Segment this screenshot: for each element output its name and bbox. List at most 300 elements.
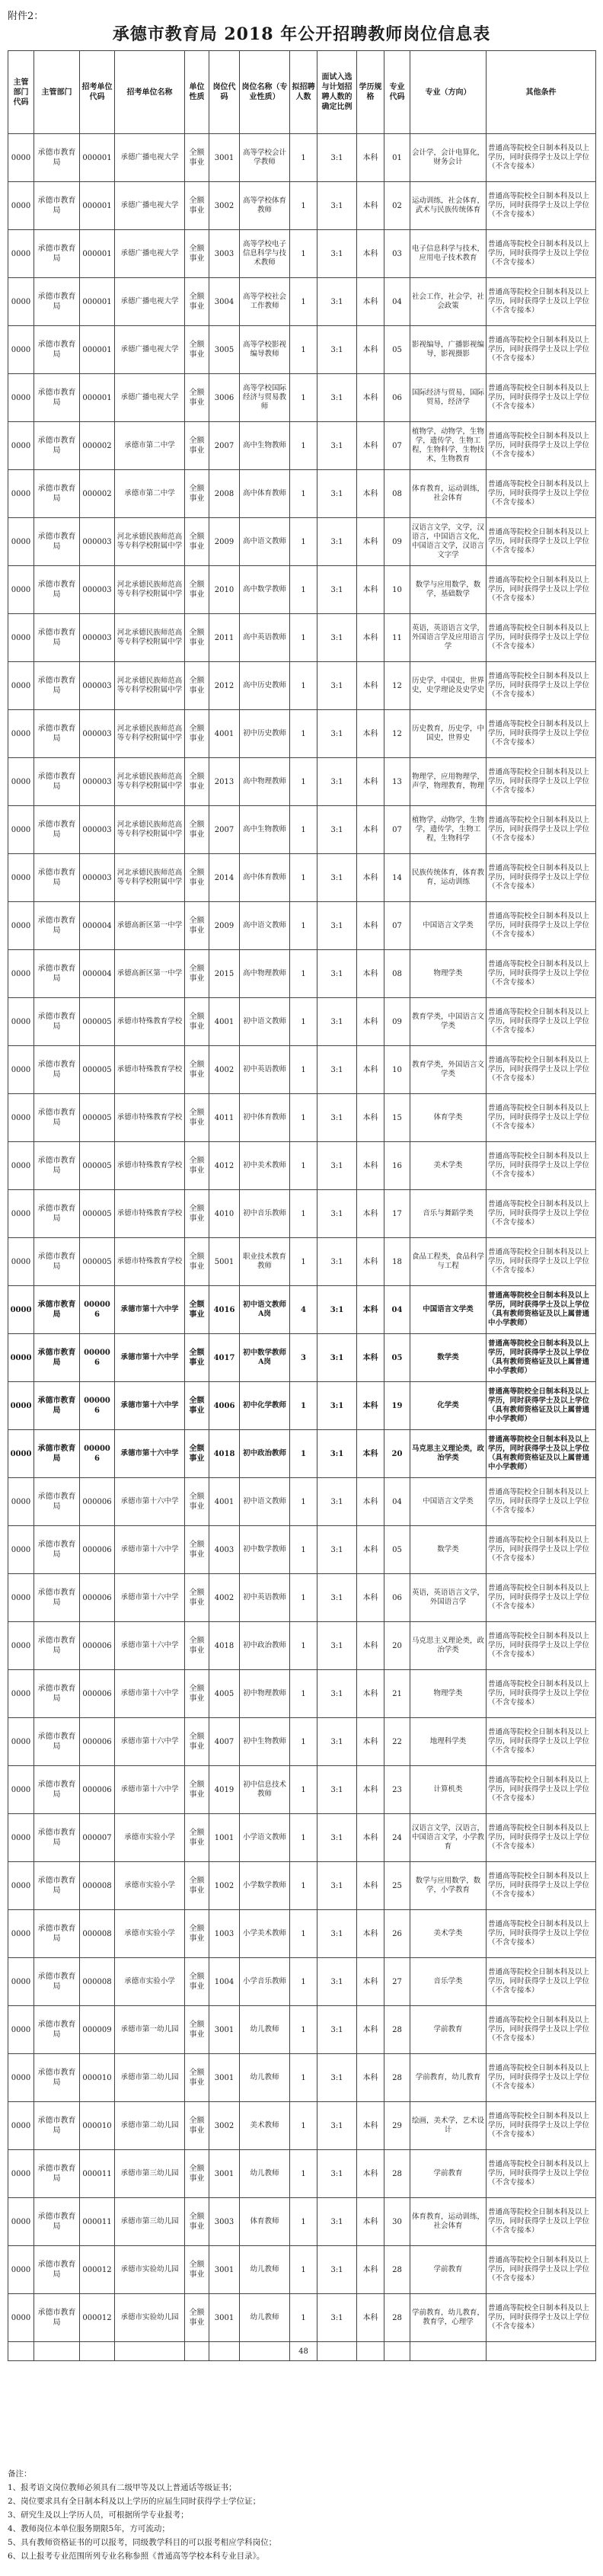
table-cell: 0000 xyxy=(8,662,34,710)
table-cell: 本科 xyxy=(357,1286,384,1334)
table-row xyxy=(8,2150,596,2198)
table-cell: 1 xyxy=(290,326,317,374)
table-cell: 高中生物教师 xyxy=(240,422,290,470)
table-cell: 承德市教育局 xyxy=(34,806,80,854)
table-cell: 承德市第十六中学 xyxy=(115,1334,185,1382)
table-cell: 承德市教育局 xyxy=(34,2150,80,2198)
table-cell: 000005 xyxy=(80,1046,115,1094)
table-cell: 1 xyxy=(290,230,317,278)
table-cell: 000005 xyxy=(80,1238,115,1286)
table-cell: 000005 xyxy=(80,998,115,1046)
table-cell: 2009 xyxy=(209,518,240,566)
table-cell: 000006 xyxy=(80,1766,115,1814)
table-cell: 高中语文教师 xyxy=(240,518,290,566)
table-cell: 16 xyxy=(384,1142,410,1190)
table-cell: 08 xyxy=(384,470,410,518)
table-cell: 000001 xyxy=(80,182,115,230)
table-cell: 全额事业 xyxy=(185,1094,209,1142)
table-cell: 承德市教育局 xyxy=(34,950,80,998)
table-cell: 本科 xyxy=(357,902,384,950)
table-cell: 3:1 xyxy=(317,374,357,422)
table-cell: 0000 xyxy=(8,1046,34,1094)
table-cell xyxy=(317,2342,357,2361)
table-cell: 承德高新区第一中学 xyxy=(115,950,185,998)
table-cell: 3:1 xyxy=(317,230,357,278)
table-cell: 1 xyxy=(290,374,317,422)
table-cell: 高等学校国际经济与贸易教师 xyxy=(240,374,290,422)
table-cell: 普通高等院校全日制本科及以上学历，同时获得学士及以上学位（不含专接本） xyxy=(487,710,596,758)
table-cell: 普通高等院校全日制本科及以上学历，同时获得学士及以上学位（不含专接本） xyxy=(487,230,596,278)
table-cell: 1002 xyxy=(209,1862,240,1910)
table-cell: 000003 xyxy=(80,518,115,566)
table-cell: 1 xyxy=(290,2150,317,2198)
table-cell: 4002 xyxy=(209,1574,240,1622)
table-cell: 3:1 xyxy=(317,2198,357,2246)
table-row xyxy=(8,1142,596,1190)
table-cell: 全额事业 xyxy=(185,1814,209,1862)
table-row xyxy=(8,326,596,374)
table-cell: 全额事业 xyxy=(185,470,209,518)
table-cell: 承德市特殊教育学校 xyxy=(115,1142,185,1190)
table-cell: 承德市教育局 xyxy=(34,1046,80,1094)
column-header: 主管部门代码 xyxy=(8,51,34,134)
table-cell: 初中英语教师 xyxy=(240,1574,290,1622)
table-cell: 小学数学教师 xyxy=(240,1862,290,1910)
table-cell: 1 xyxy=(290,1574,317,1622)
table-row xyxy=(8,1958,596,2006)
table-cell: 0000 xyxy=(8,470,34,518)
table-cell: 3:1 xyxy=(317,566,357,614)
table-cell: 承德市特殊教育学校 xyxy=(115,998,185,1046)
table-cell: 0000 xyxy=(8,2006,34,2054)
table-cell: 普通高等院校全日制本科及以上学历，同时获得学士及以上学位（不含专接本） xyxy=(487,1526,596,1574)
table-cell: 数学与应用数学，数学，小学教育 xyxy=(410,1862,487,1910)
table-cell: 普通高等院校全日制本科及以上学历，同时获得学士及以上学位（不含专接本） xyxy=(487,566,596,614)
table-cell: 3:1 xyxy=(317,1190,357,1238)
table-cell: 会计学，会计电算化，财务会计 xyxy=(410,134,487,182)
table-row xyxy=(8,1910,596,1958)
table-cell: 承德市第二中学 xyxy=(115,470,185,518)
table-cell: 全额事业 xyxy=(185,1190,209,1238)
table-cell: 全额事业 xyxy=(185,2246,209,2294)
column-header: 专业（方向） xyxy=(410,51,487,134)
table-row xyxy=(8,662,596,710)
table-cell: 初中信息技术教师 xyxy=(240,1766,290,1814)
table-cell: 本科 xyxy=(357,1430,384,1478)
table-cell: 承德市实验小学 xyxy=(115,1958,185,2006)
table-cell: 0000 xyxy=(8,566,34,614)
table-row xyxy=(8,2102,596,2150)
table-cell: 1 xyxy=(290,1478,317,1526)
table-cell: 3003 xyxy=(209,2198,240,2246)
table-cell: 3005 xyxy=(209,326,240,374)
table-cell: 食品工程类，食品科学与工程 xyxy=(410,1238,487,1286)
table-cell: 3:1 xyxy=(317,134,357,182)
table-cell: 0000 xyxy=(8,2198,34,2246)
table-cell: 13 xyxy=(384,758,410,806)
table-cell: 学前教育 xyxy=(410,2150,487,2198)
table-cell: 0000 xyxy=(8,1958,34,2006)
note-line: 备注： xyxy=(8,2469,32,2478)
table-cell: 本科 xyxy=(357,1958,384,2006)
table-cell: 全额事业 xyxy=(185,1142,209,1190)
table-cell: 承德市第十六中学 xyxy=(115,1574,185,1622)
note-line: 1、报考语文岗位教师必须具有二级甲等及以上普通话等级证书； xyxy=(8,2483,237,2492)
table-cell: 3001 xyxy=(209,2006,240,2054)
table-cell: 1 xyxy=(290,2102,317,2150)
table-row xyxy=(8,2054,596,2102)
table-cell: 000011 xyxy=(80,2198,115,2246)
table-cell: 28 xyxy=(384,2150,410,2198)
table-cell: 5001 xyxy=(209,1238,240,1286)
table-cell: 全额事业 xyxy=(185,614,209,662)
table-cell: 3:1 xyxy=(317,1478,357,1526)
table-cell: 4019 xyxy=(209,1766,240,1814)
table-cell: 普通高等院校全日制本科及以上学历，同时获得学士及以上学位（不含专接本） xyxy=(487,662,596,710)
table-cell: 02 xyxy=(384,182,410,230)
table-cell: 3:1 xyxy=(317,182,357,230)
table-cell: 1 xyxy=(290,1142,317,1190)
table-header-row xyxy=(8,51,596,134)
table-cell: 3:1 xyxy=(317,1142,357,1190)
table-cell: 1 xyxy=(290,278,317,326)
table-cell: 承德市第三幼儿园 xyxy=(115,2150,185,2198)
table-cell: 3:1 xyxy=(317,710,357,758)
table-cell: 本科 xyxy=(357,662,384,710)
table-cell: 中国语言文学类 xyxy=(410,1478,487,1526)
table-cell: 普通高等院校全日制本科及以上学历，同时获得学士及以上学位（不含专接本） xyxy=(487,950,596,998)
table-cell: 初中数学教师A岗 xyxy=(240,1334,290,1382)
table-cell: 0000 xyxy=(8,950,34,998)
table-cell: 000003 xyxy=(80,710,115,758)
table-cell: 普通高等院校全日制本科及以上学历，同时获得学士及以上学位（不含专接本） xyxy=(487,2006,596,2054)
table-cell: 3:1 xyxy=(317,950,357,998)
table-cell: 普通高等院校全日制本科及以上学历，同时获得学士及以上学位（不含专接本） xyxy=(487,1670,596,1718)
table-cell: 24 xyxy=(384,1814,410,1862)
table-row xyxy=(8,182,596,230)
table-cell: 计算机类 xyxy=(410,1766,487,1814)
table-cell: 000008 xyxy=(80,1958,115,2006)
table-cell: 承德市第十六中学 xyxy=(115,1718,185,1766)
table-cell: 1 xyxy=(290,566,317,614)
table-cell: 19 xyxy=(384,1382,410,1430)
table-cell: 15 xyxy=(384,1094,410,1142)
table-cell: 000009 xyxy=(80,2006,115,2054)
table-cell: 1 xyxy=(290,902,317,950)
table-cell: 3:1 xyxy=(317,2246,357,2294)
table-cell: 2011 xyxy=(209,614,240,662)
table-cell: 河北承德民族师范高等专科学校附属中学 xyxy=(115,566,185,614)
table-cell: 本科 xyxy=(357,374,384,422)
table-cell: 普通高等院校全日制本科及以上学历，同时获得学士及以上学位（不含专接本） xyxy=(487,1862,596,1910)
table-cell: 1 xyxy=(290,2246,317,2294)
table-cell: 1 xyxy=(290,2294,317,2342)
table-cell: 本科 xyxy=(357,758,384,806)
table-cell: 承德市教育局 xyxy=(34,566,80,614)
table-cell: 普通高等院校全日制本科及以上学历，同时获得学士及以上学位（不含专接本） xyxy=(487,2054,596,2102)
table-cell: 3:1 xyxy=(317,1910,357,1958)
table-cell: 28 xyxy=(384,2246,410,2294)
table-cell: 1 xyxy=(290,614,317,662)
table-cell: 全额事业 xyxy=(185,566,209,614)
table-cell: 普通高等院校全日制本科及以上学历，同时获得学士及以上学位（具有教师资格证及以上属普通中小学教师） xyxy=(487,1382,596,1430)
table-cell: 1 xyxy=(290,1622,317,1670)
table-cell: 3:1 xyxy=(317,614,357,662)
table-cell: 全额事业 xyxy=(185,1526,209,1574)
table-cell: 普通高等院校全日制本科及以上学历，同时获得学士及以上学位（不含专接本） xyxy=(487,470,596,518)
table-cell: 1 xyxy=(290,854,317,902)
table-cell: 4012 xyxy=(209,1142,240,1190)
table-cell: 承德市教育局 xyxy=(34,1094,80,1142)
table-cell: 普通高等院校全日制本科及以上学历，同时获得学士及以上学位（不含专接本） xyxy=(487,854,596,902)
table-cell xyxy=(80,2342,115,2361)
table-cell: 05 xyxy=(384,1526,410,1574)
note-line: 5、具有教师资格证书的可以报考，同级教学科目的可以报考相应学科岗位； xyxy=(8,2538,277,2547)
table-cell: 0000 xyxy=(8,1334,34,1382)
table-cell: 28 xyxy=(384,2006,410,2054)
table-cell: 承德广播电视大学 xyxy=(115,278,185,326)
table-row xyxy=(8,806,596,854)
table-row xyxy=(8,710,596,758)
table-cell: 1 xyxy=(290,2006,317,2054)
table-cell: 1 xyxy=(290,1046,317,1094)
table-cell: 000003 xyxy=(80,566,115,614)
table-cell: 000006 xyxy=(80,1526,115,1574)
table-row xyxy=(8,134,596,182)
table-cell: 3:1 xyxy=(317,2006,357,2054)
table-cell: 化学类 xyxy=(410,1382,487,1430)
table-cell: 承德市第十六中学 xyxy=(115,1622,185,1670)
table-cell: 承德市特殊教育学校 xyxy=(115,1094,185,1142)
table-cell: 全额事业 xyxy=(185,2102,209,2150)
table-cell: 全额事业 xyxy=(185,326,209,374)
table-cell: 0000 xyxy=(8,1862,34,1910)
table-cell: 普通高等院校全日制本科及以上学历，同时获得学士及以上学位（不含专接本） xyxy=(487,1478,596,1526)
table-cell: 承德市教育局 xyxy=(34,1382,80,1430)
table-cell: 本科 xyxy=(357,1862,384,1910)
table-cell: 09 xyxy=(384,518,410,566)
table-cell: 音乐与舞蹈学类 xyxy=(410,1190,487,1238)
table-cell: 0000 xyxy=(8,710,34,758)
table-cell: 3:1 xyxy=(317,2102,357,2150)
table-cell: 04 xyxy=(384,1286,410,1334)
table-cell: 普通高等院校全日制本科及以上学历，同时获得学士及以上学位（不含专接本） xyxy=(487,134,596,182)
column-header: 招考单位代码 xyxy=(80,51,115,134)
column-header: 其他条件 xyxy=(487,51,596,134)
table-cell: 1 xyxy=(290,998,317,1046)
table-cell: 初中数学教师 xyxy=(240,1526,290,1574)
table-cell: 0000 xyxy=(8,1478,34,1526)
table-cell: 幼儿教师 xyxy=(240,2006,290,2054)
table-cell: 高中体育教师 xyxy=(240,854,290,902)
table-cell: 000008 xyxy=(80,1910,115,1958)
note-line: 6、以上报考专业范围所列专业名称参照《普通高等学校本科专业目录》。 xyxy=(8,2552,265,2561)
table-cell: 1 xyxy=(290,1814,317,1862)
table-cell: 学前教育，幼儿教育，教育学，心理学 xyxy=(410,2294,487,2342)
table-cell: 河北承德民族师范高等专科学校附属中学 xyxy=(115,758,185,806)
table-cell: 1 xyxy=(290,1382,317,1430)
table-cell: 普通高等院校全日制本科及以上学历，同时获得学士及以上学位（不含专接本） xyxy=(487,1958,596,2006)
table-cell: 20 xyxy=(384,1430,410,1478)
table-cell: 承德市教育局 xyxy=(34,2198,80,2246)
table-cell: 04 xyxy=(384,278,410,326)
table-cell: 承德市特殊教育学校 xyxy=(115,1046,185,1094)
table-row xyxy=(8,1382,596,1430)
table-cell: 4010 xyxy=(209,1190,240,1238)
table-cell: 0000 xyxy=(8,1382,34,1430)
table-cell: 承德市第十六中学 xyxy=(115,1670,185,1718)
table-cell: 3003 xyxy=(209,230,240,278)
table-cell: 3:1 xyxy=(317,1334,357,1382)
table-cell: 本科 xyxy=(357,1094,384,1142)
table-cell: 28 xyxy=(384,2054,410,2102)
table-cell: 普通高等院校全日制本科及以上学历，同时获得学士及以上学位（不含专接本） xyxy=(487,2294,596,2342)
table-cell: 承德市实验幼儿园 xyxy=(115,2246,185,2294)
table-cell: 3:1 xyxy=(317,2294,357,2342)
table-cell: 4006 xyxy=(209,1382,240,1430)
table-cell: 普通高等院校全日制本科及以上学历，同时获得学士及以上学位（不含专接本） xyxy=(487,374,596,422)
table-cell: 000006 xyxy=(80,1286,115,1334)
table-cell: 汉语言文学，汉语言，中国语言文学，小学教育 xyxy=(410,1814,487,1862)
table-cell: 全额事业 xyxy=(185,1238,209,1286)
table-row xyxy=(8,422,596,470)
table-cell: 1 xyxy=(290,518,317,566)
table-cell: 数学类 xyxy=(410,1526,487,1574)
table-row xyxy=(8,470,596,518)
table-cell: 全额事业 xyxy=(185,134,209,182)
table-cell: 000006 xyxy=(80,1478,115,1526)
table-row xyxy=(8,1526,596,1574)
table-cell: 承德市第十六中学 xyxy=(115,1526,185,1574)
table-cell: 本科 xyxy=(357,950,384,998)
table-cell: 10 xyxy=(384,1046,410,1094)
table-cell: 全额事业 xyxy=(185,422,209,470)
table-cell: 000010 xyxy=(80,2102,115,2150)
table-cell: 历史学，中国史，世界史，史学理论及史学史 xyxy=(410,662,487,710)
table-cell: 0000 xyxy=(8,998,34,1046)
table-cell: 07 xyxy=(384,422,410,470)
table-cell: 本科 xyxy=(357,1334,384,1382)
table-cell: 体育教师 xyxy=(240,2198,290,2246)
table-cell: 承德市实验幼儿园 xyxy=(115,2294,185,2342)
table-cell: 小学美术教师 xyxy=(240,1910,290,1958)
table-cell: 承德市第一幼儿园 xyxy=(115,2006,185,2054)
table-cell: 3:1 xyxy=(317,1574,357,1622)
table-cell: 1 xyxy=(290,1766,317,1814)
table-cell: 初中语文教师A岗 xyxy=(240,1286,290,1334)
table-cell: 2012 xyxy=(209,662,240,710)
table-cell: 承德市教育局 xyxy=(34,662,80,710)
table-cell: 3:1 xyxy=(317,518,357,566)
table-cell: 全额事业 xyxy=(185,182,209,230)
table-cell: 0000 xyxy=(8,758,34,806)
table-cell: 本科 xyxy=(357,854,384,902)
table-cell: 承德市教育局 xyxy=(34,1670,80,1718)
table-cell: 3:1 xyxy=(317,470,357,518)
table-cell: 000001 xyxy=(80,374,115,422)
table-cell: 000004 xyxy=(80,902,115,950)
table-cell: 4016 xyxy=(209,1286,240,1334)
table-cell: 20 xyxy=(384,1622,410,1670)
table-cell xyxy=(384,2342,410,2361)
table-cell: 承德市第十六中学 xyxy=(115,1430,185,1478)
table-cell: 全额事业 xyxy=(185,1046,209,1094)
table-cell: 学前教育 xyxy=(410,2246,487,2294)
table-row xyxy=(8,614,596,662)
table-cell: 全额事业 xyxy=(185,1622,209,1670)
table-cell: 承德市教育局 xyxy=(34,2006,80,2054)
table-cell: 10 xyxy=(384,566,410,614)
table-cell: 本科 xyxy=(357,134,384,182)
table-cell: 3:1 xyxy=(317,1766,357,1814)
table-cell: 承德市教育局 xyxy=(34,374,80,422)
table-cell: 3:1 xyxy=(317,1430,357,1478)
table-cell: 普通高等院校全日制本科及以上学历，同时获得学士及以上学位（不含专接本） xyxy=(487,422,596,470)
table-cell: 2014 xyxy=(209,854,240,902)
table-cell: 4002 xyxy=(209,1046,240,1094)
table-cell: 汉语言文学，文学，汉语言，中国语言文化，中国语言文学，汉语言文字学 xyxy=(410,518,487,566)
table-cell: 音乐学类 xyxy=(410,1958,487,2006)
table-cell: 本科 xyxy=(357,1382,384,1430)
table-cell: 普通高等院校全日制本科及以上学历，同时获得学士及以上学位（不含专接本） xyxy=(487,758,596,806)
table-cell: 地理科学类 xyxy=(410,1718,487,1766)
table-cell xyxy=(410,2342,487,2361)
table-cell: 承德市教育局 xyxy=(34,1718,80,1766)
table-cell: 000005 xyxy=(80,1190,115,1238)
table-cell: 全额事业 xyxy=(185,806,209,854)
table-cell: 4018 xyxy=(209,1430,240,1478)
table-cell: 国际经济与贸易，国际贸易，经济学 xyxy=(410,374,487,422)
table-cell: 0000 xyxy=(8,1766,34,1814)
table-cell: 承德市教育局 xyxy=(34,182,80,230)
table-cell: 承德市第十六中学 xyxy=(115,1766,185,1814)
table-cell: 全额事业 xyxy=(185,2006,209,2054)
table-cell: 全额事业 xyxy=(185,278,209,326)
table-cell: 本科 xyxy=(357,2246,384,2294)
table-cell: 河北承德民族师范高等专科学校附属中学 xyxy=(115,518,185,566)
table-cell: 承德市教育局 xyxy=(34,1430,80,1478)
table-cell: 3:1 xyxy=(317,1286,357,1334)
table-cell: 1 xyxy=(290,422,317,470)
table-cell: 0000 xyxy=(8,614,34,662)
table-cell: 05 xyxy=(384,1334,410,1382)
table-cell: 小学语文教师 xyxy=(240,1814,290,1862)
column-header: 主管部门 xyxy=(34,51,80,134)
notes-section xyxy=(8,2467,595,2563)
table-cell: 3:1 xyxy=(317,1094,357,1142)
table-cell: 本科 xyxy=(357,1142,384,1190)
table-cell: 0000 xyxy=(8,806,34,854)
table-row xyxy=(8,758,596,806)
table-cell: 1 xyxy=(290,950,317,998)
column-header: 拟招聘人数 xyxy=(290,51,317,134)
table-cell: 本科 xyxy=(357,1478,384,1526)
table-cell: 14 xyxy=(384,854,410,902)
table-row xyxy=(8,1766,596,1814)
table-cell: 000006 xyxy=(80,1382,115,1430)
table-cell: 3:1 xyxy=(317,1622,357,1670)
table-cell: 000004 xyxy=(80,950,115,998)
table-cell: 本科 xyxy=(357,278,384,326)
table-cell: 1004 xyxy=(209,1958,240,2006)
table-cell: 29 xyxy=(384,2102,410,2150)
table-cell: 3:1 xyxy=(317,1862,357,1910)
table-cell: 初中美术教师 xyxy=(240,1142,290,1190)
table-cell: 本科 xyxy=(357,182,384,230)
table-cell: 000005 xyxy=(80,1094,115,1142)
table-cell: 全额事业 xyxy=(185,758,209,806)
table-cell: 3:1 xyxy=(317,854,357,902)
